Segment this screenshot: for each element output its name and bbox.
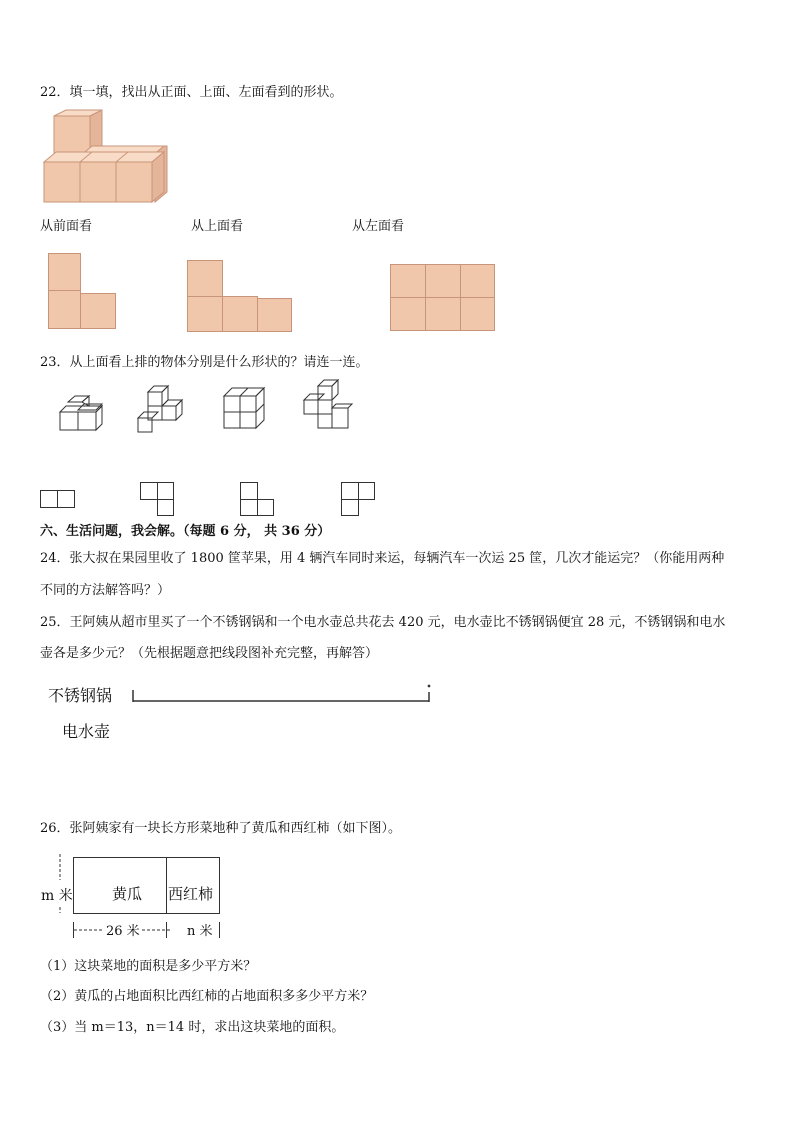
q23-object-4 [300, 380, 354, 432]
view-top-label: 从上面看 [191, 219, 244, 234]
pot-label: 不锈钢锅 [48, 686, 113, 705]
view-top-shape [187, 260, 295, 333]
q25-line1: 25．王阿姨从超市里买了一个不锈钢锅和一个电水壶总共花去 420 元，电水壶比不锈钢锅便宜 28 元，不锈钢锅和电水 [40, 615, 726, 630]
q23-text: 23．从上面看上排的物体分别是什么形状的？请连一连。 [40, 355, 369, 370]
length-26-label: 26 米 [106, 924, 140, 939]
q25-line2: 壶各是多少元？（先根据题意把线段图补充完整，再解答） [40, 646, 379, 661]
length-n-label: n 米 [187, 924, 213, 939]
q24-line2: 不同的方法解答吗？） [40, 583, 171, 598]
q23-object-1 [56, 394, 104, 432]
view-front-shape [48, 253, 118, 329]
q23-shape-1 [40, 490, 76, 510]
q26-sub3: （3）当 m＝13，n＝14 时，求出这块菜地的面积。 [40, 1020, 345, 1035]
q23-shape-3 [240, 482, 276, 518]
tomato-label: 西红柿 [168, 885, 214, 903]
q26-sub1: （1）这块菜地的面积是多少平方米？ [40, 959, 257, 974]
view-left-shape [390, 264, 496, 332]
q26-text: 26．张阿姨家有一块长方形菜地种了黄瓜和西红柿（如下图）。 [40, 821, 402, 836]
m-label: m 米 [41, 888, 73, 904]
q22-text: 22．填一填，找出从正面、上面、左面看到的形状。 [40, 85, 343, 100]
kettle-label: 电水壶 [62, 722, 111, 741]
pot-segment [131, 684, 433, 706]
q23-object-3 [222, 386, 268, 432]
view-front-label: 从前面看 [40, 219, 93, 234]
q23-object-2 [136, 384, 188, 434]
section6-title: 六、生活问题，我会解。（每题 6 分， 共 36 分） [40, 524, 331, 539]
cucumber-label: 黄瓜 [112, 885, 143, 903]
view-left-label: 从左面看 [352, 219, 405, 234]
q26-sub2: （2）黄瓜的占地面积比西红柿的占地面积多多少平方米？ [40, 989, 374, 1004]
q23-shape-2 [140, 482, 176, 518]
q22-cube-figure [40, 110, 175, 205]
q24-line1: 24．张大叔在果园里收了 1800 筐苹果，用 4 辆汽车同时来运，每辆汽车一次运 25 筐，几次才能运完？（你能用两种 [40, 551, 725, 566]
q23-shape-4 [341, 482, 377, 518]
